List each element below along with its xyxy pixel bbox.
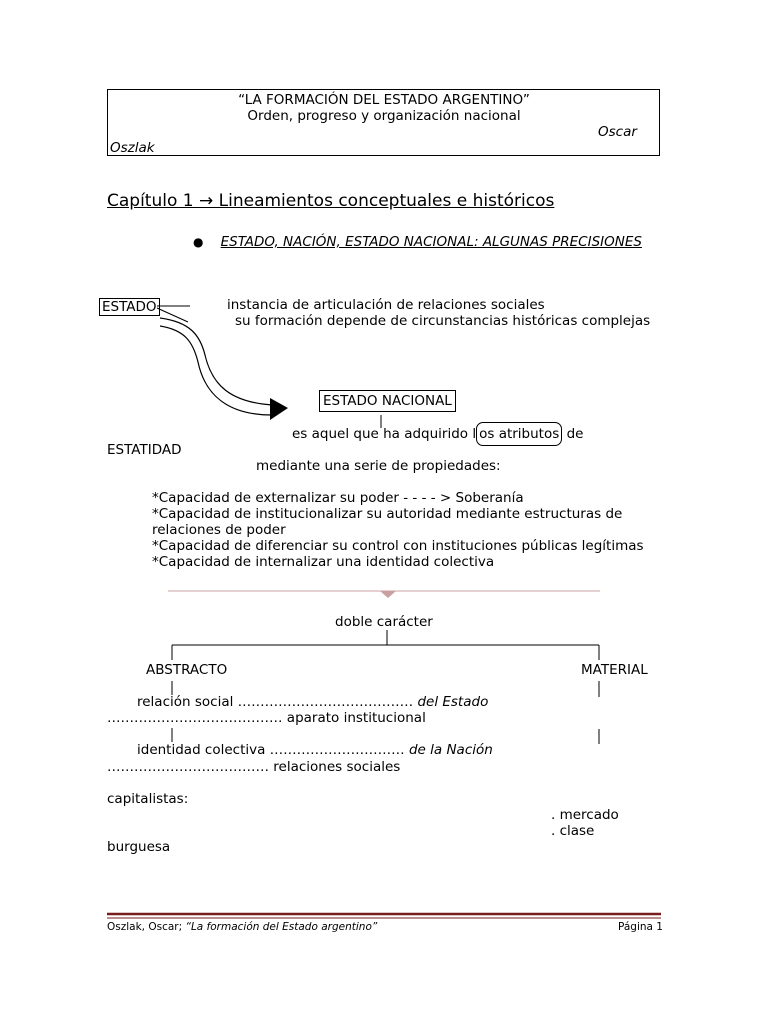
capitalistas-label: capitalistas: <box>107 791 189 807</box>
es-aquel-suffix: de <box>562 426 584 442</box>
relacion-social-row <box>137 694 488 710</box>
aparato-institucional-row: ………………………………… aparato institucional <box>107 710 426 726</box>
abstracto-label: ABSTRACTO <box>146 662 228 678</box>
material-label: MATERIAL <box>581 662 648 678</box>
burguesa-label: burguesa <box>107 839 171 855</box>
es-aquel-line <box>292 426 583 442</box>
estatidad-label: ESTATIDAD <box>107 442 182 458</box>
identidad-colectiva-text: identidad colectiva ………………………… <box>137 742 405 758</box>
capacity-4: *Capacidad de internalizar una identidad colectiva <box>152 554 495 570</box>
de-la-nacion-text: de la Nación <box>404 742 493 758</box>
relaciones-sociales-row: ……………………………… relaciones sociales <box>107 759 401 775</box>
capacity-1: *Capacidad de externalizar su poder - - - - > Soberanía <box>152 490 524 506</box>
title-line-2: Orden, progreso y organización nacional <box>247 108 521 124</box>
relacion-social-text: relación social ………………………………… <box>137 694 414 710</box>
title-text: “LA FORMACIÓN DEL ESTADO ARGENTINO” <box>238 92 530 108</box>
es-aquel-text: es aquel que ha adquirido l <box>292 426 477 442</box>
footer-citation <box>107 921 377 933</box>
author-last-name: Oszlak <box>110 140 155 156</box>
capacity-3: *Capacidad de diferenciar su control con instituciones públicas legítimas <box>152 538 644 554</box>
footer-work-title: “La formación del Estado argentino” <box>185 921 378 933</box>
del-estado-text: del Estado <box>413 694 489 710</box>
mercado-item: . mercado <box>551 807 619 823</box>
identidad-colectiva-row <box>137 742 493 758</box>
chapter-heading: Capítulo 1 → Lineamientos conceptuales e históricos <box>107 191 555 211</box>
bullet-dot-icon: ● <box>193 235 204 249</box>
footer-author: Oszlak, Oscar; <box>107 921 186 933</box>
clase-item: . clase <box>551 823 595 839</box>
mediante-text: mediante una serie de propiedades: <box>256 458 501 474</box>
atributos-highlight: os atributos <box>476 422 562 446</box>
estado-nacional-box: ESTADO NACIONAL <box>319 390 456 412</box>
estado-description-2: su formación depende de circunstancias históricas complejas <box>235 313 651 329</box>
author-first-name: Oscar <box>598 124 637 140</box>
footer-page-number: Página 1 <box>618 921 663 933</box>
doble-caracter-title: doble carácter <box>335 614 433 630</box>
bullet-heading: ESTADO, NACIÓN, ESTADO NACIONAL: ALGUNAS PRECISIONES <box>220 234 642 250</box>
estado-description-1: instancia de articulación de relaciones sociales <box>227 297 545 313</box>
capacity-2: *Capacidad de institucionalizar su autoridad mediante estructuras de <box>152 506 623 522</box>
estado-box: ESTADO <box>99 298 160 316</box>
capacity-2-cont: relaciones de poder <box>152 522 286 538</box>
